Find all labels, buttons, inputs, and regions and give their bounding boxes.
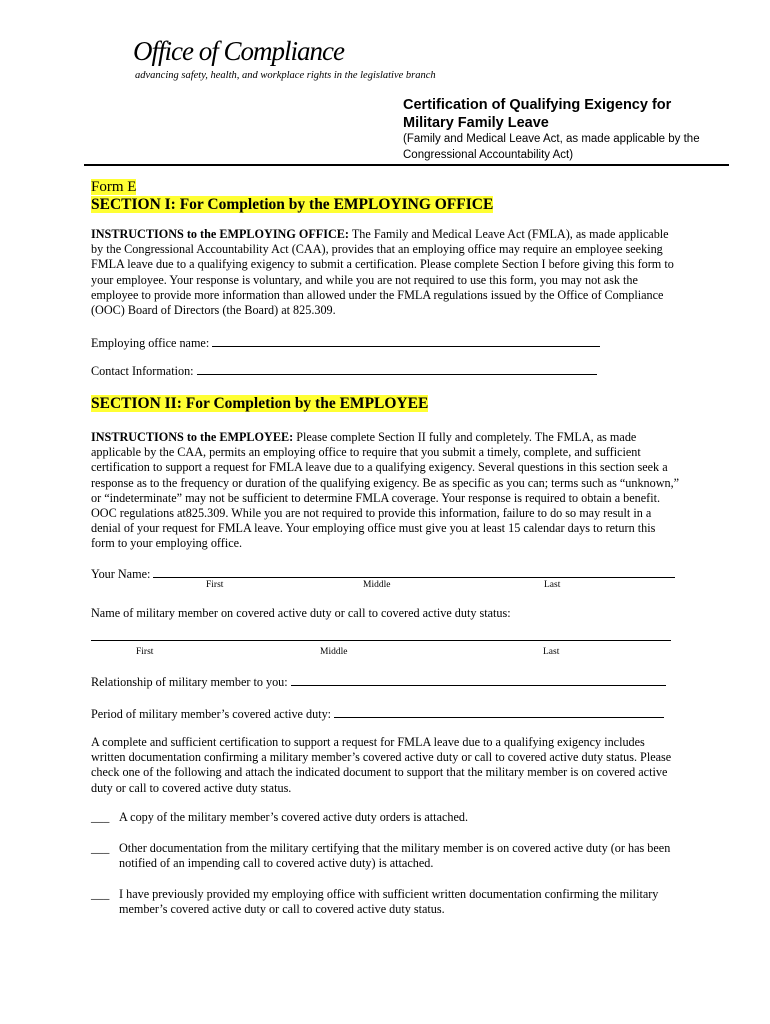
your-name-first-label: First: [206, 580, 224, 590]
military-middle-label: Middle: [320, 647, 348, 657]
period-line[interactable]: [334, 706, 664, 718]
form-label: Form E: [91, 179, 137, 195]
section1-instructions-label: INSTRUCTIONS to the EMPLOYING OFFICE:: [91, 227, 349, 241]
check-option-text: A copy of the military member’s covered active duty orders is attached.: [119, 810, 469, 824]
check-option-orders[interactable]: [91, 810, 691, 826]
employing-office-label: Employing office name:: [91, 336, 210, 350]
your-name-middle-label: Middle: [363, 580, 391, 590]
your-name-label: Your Name:: [91, 567, 151, 581]
section1-heading: SECTION I: For Completion by the EMPLOYING OFFICE: [91, 196, 494, 213]
relationship-line[interactable]: [291, 674, 666, 686]
check-option-text: I have previously provided my employing office with sufficient written documentation confirming the military member’s covered active duty or call to covered active duty status.: [119, 887, 659, 917]
check-option-text: Other documentation from the military certifying that the military member is on covered active duty (or has been notified of an impending call to covered active duty) is attached.: [119, 841, 671, 871]
section2-instructions-label: INSTRUCTIONS to the EMPLOYEE:: [91, 430, 294, 444]
section2-instructions-text: Please complete Section II fully and completely. The FMLA, as made applicable by the CAA, permits an employing office to require that you submit a timely, complete, and sufficient certification to support a request for FMLA leave due to a qualifying exigency. Several questions in this section seek a response as to the frequency or duration of the qualifying exigency. Be as specific as you can; terms such as “unknown,” or “indeterminate” may not be sufficient to determine FMLA coverage. Your response is required to obtain a benefit. OOC regulations at825.309. While you are not required to provide this information, failure to do so may result in a denial of your request for FMLA leave. Your employing office must give you at least 15 calendar days to return this form to your employing office.: [91, 430, 680, 551]
relationship-label: Relationship of military member to you:: [91, 675, 288, 689]
documentation-paragraph: A complete and sufficient certification to support a request for FMLA leave due to a qualifying exigency includes written documentation confirming a military member’s covered active duty or call to covered active duty status. Please check one of the following and attach the indicated document to support that the military member is on covered active duty or call to covered active duty status.: [91, 735, 672, 795]
form-subtitle: (Family and Medical Leave Act, as made applicable by the Congressional Accountability Act): [403, 133, 700, 161]
your-name-line[interactable]: [153, 566, 675, 578]
period-label: Period of military member’s covered active duty:: [91, 707, 332, 721]
military-member-label: Name of military member on covered active duty or call to covered active duty status:: [91, 606, 511, 620]
period-field[interactable]: [91, 706, 664, 722]
section2-instructions: [91, 430, 681, 552]
section1-instructions-text: The Family and Medical Leave Act (FMLA), as made applicable by the Congressional Accountability Act (CAA), provides that an employing office may require an employee seeking FMLA leave due to a qualifying exigency to submit a certification. Please complete Section I before giving this form to your employee. Your response is voluntary, and while you are not required to use this form, you may not ask the employee to provide more information than allowed under the FMLA regulations issued by the Office of Compliance (OOC) Board of Directors (the Board) at 825.309.: [91, 227, 674, 318]
military-member-line[interactable]: [91, 640, 671, 641]
check-blank[interactable]: ___: [91, 810, 110, 824]
check-blank[interactable]: ___: [91, 887, 110, 901]
check-option-previously-provided[interactable]: [91, 887, 691, 919]
employing-office-field[interactable]: [91, 335, 600, 351]
section1-instructions: [91, 227, 681, 318]
header-divider: [84, 164, 729, 166]
org-logo-title: Office of Compliance: [133, 36, 344, 66]
check-option-other-docs[interactable]: [91, 841, 691, 873]
check-blank[interactable]: ___: [91, 841, 110, 855]
section2-heading: SECTION II: For Completion by the EMPLOYEE: [91, 395, 429, 412]
employing-office-line[interactable]: [212, 335, 600, 347]
military-first-label: First: [136, 647, 154, 657]
org-tagline: advancing safety, health, and workplace rights in the legislative branch: [135, 70, 436, 81]
form-title: Certification of Qualifying Exigency for Military Family Leave: [403, 97, 672, 131]
military-last-label: Last: [543, 647, 560, 657]
contact-info-label: Contact Information:: [91, 364, 194, 378]
contact-info-field[interactable]: [91, 363, 597, 379]
contact-info-line[interactable]: [197, 363, 597, 375]
your-name-last-label: Last: [544, 580, 561, 590]
relationship-field[interactable]: [91, 674, 666, 690]
